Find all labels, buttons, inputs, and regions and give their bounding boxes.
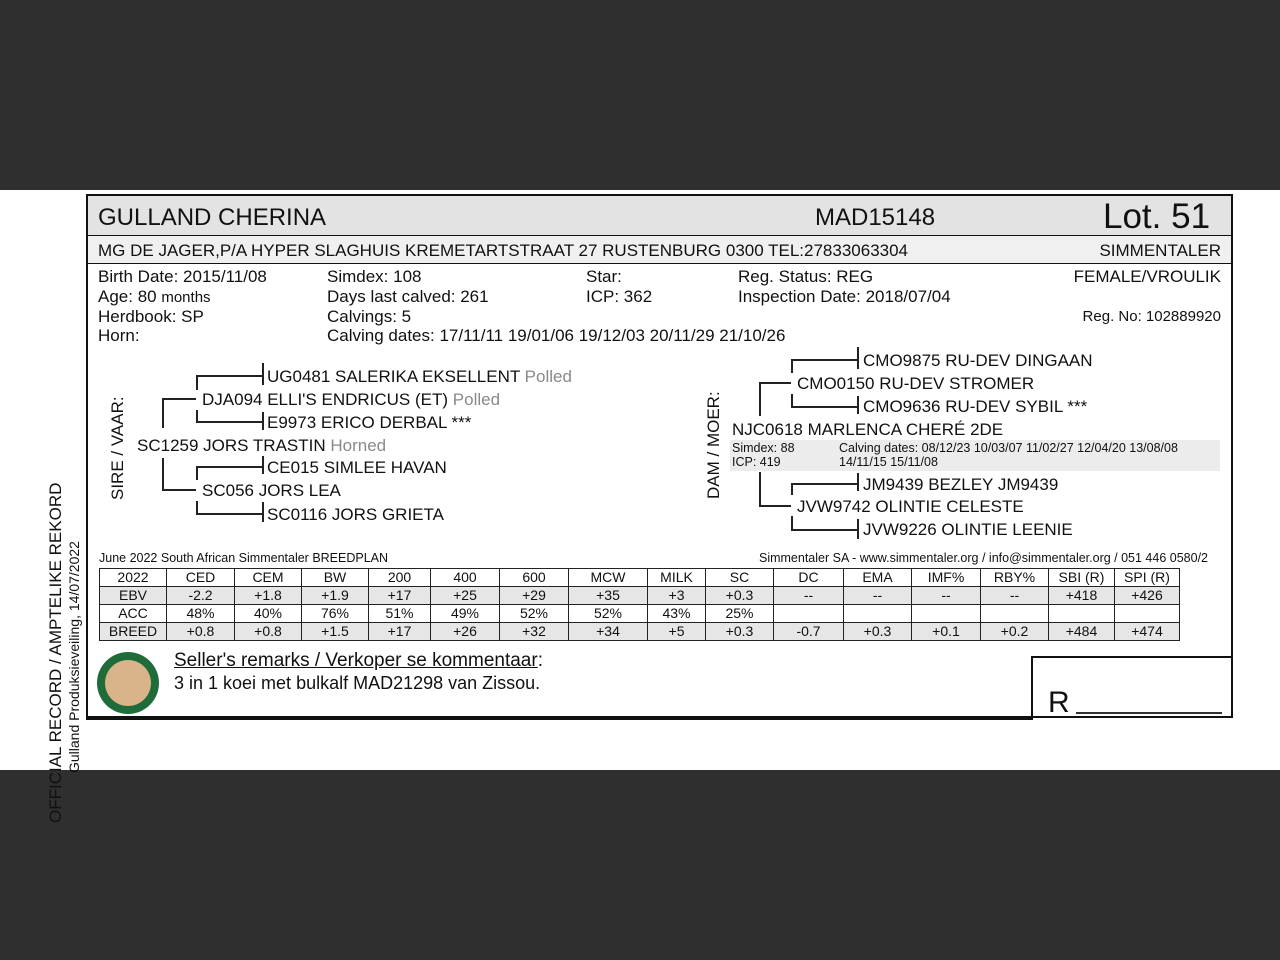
dam-tree-line bbox=[857, 473, 859, 491]
star: Star: bbox=[586, 267, 622, 286]
sire-tree-line bbox=[162, 398, 196, 400]
sss-name: UG0481 SALERIKA EKSELLENT bbox=[267, 367, 520, 386]
acc-cell: ACC bbox=[100, 605, 167, 623]
dam-dsd: CMO9636 RU-DEV SYBIL *** bbox=[863, 397, 1088, 416]
dam-tree-line bbox=[791, 483, 793, 495]
r-signature-line bbox=[1076, 712, 1222, 714]
ebv-header-cell: SC bbox=[706, 569, 774, 587]
dam-dds: JM9439 BEZLEY JM9439 bbox=[863, 475, 1059, 494]
sss-horn: Polled bbox=[524, 367, 572, 386]
ebv-header-cell: MCW bbox=[569, 569, 648, 587]
owner-text: MG DE JAGER,P/A HYPER SLAGHUIS KREMETARTSTRAAT 27 RUSTENBURG 0300 TEL:27833063304 bbox=[98, 241, 909, 260]
dam-tree-line bbox=[791, 359, 857, 361]
ebv-header-cell: SPI (R) bbox=[1115, 569, 1180, 587]
sire-tree-line bbox=[196, 466, 262, 468]
breed-cell: +34 bbox=[569, 623, 648, 641]
days-last-calved: Days last calved: 261 bbox=[327, 287, 489, 306]
inspection-date: Inspection Date: 2018/07/04 bbox=[738, 287, 951, 306]
ebv-cell: +1.9 bbox=[302, 587, 369, 605]
acc-cell: 48% bbox=[167, 605, 235, 623]
sire-tree-line bbox=[262, 502, 264, 522]
ebv-cell: +25 bbox=[431, 587, 500, 605]
acc-cell: 40% bbox=[235, 605, 302, 623]
animal-code: MAD15148 bbox=[815, 204, 936, 231]
ebv-cell: +0.3 bbox=[706, 587, 774, 605]
dam-ds: CMO0150 RU-DEV STROMER bbox=[797, 374, 1035, 393]
breed-cell: +32 bbox=[500, 623, 569, 641]
acc-cell: 25% bbox=[706, 605, 774, 623]
r-label: R bbox=[1048, 686, 1070, 719]
ebv-cell: +418 bbox=[1049, 587, 1115, 605]
breed-cell: +484 bbox=[1049, 623, 1115, 641]
dam-tree-line bbox=[791, 483, 857, 485]
catalogue-sheet bbox=[0, 190, 1280, 823]
age-value: Age: 80 bbox=[98, 287, 157, 306]
ebv-header-cell: DC bbox=[774, 569, 844, 587]
dam-tree-line bbox=[759, 505, 791, 507]
ebv-header-row bbox=[100, 569, 1180, 587]
simmentaler-logo-icon bbox=[97, 652, 159, 714]
breed-cell: +5 bbox=[648, 623, 706, 641]
remarks-box-top bbox=[1031, 656, 1233, 658]
ebv-cell: +29 bbox=[500, 587, 569, 605]
ebv-cell: +1.8 bbox=[235, 587, 302, 605]
ebv-cell: -- bbox=[774, 587, 844, 605]
sire-tree-line bbox=[196, 410, 198, 421]
sire-tree-line bbox=[196, 466, 198, 480]
acc-cell bbox=[1115, 605, 1180, 623]
ebv-header-cell: CED bbox=[167, 569, 235, 587]
sire-main bbox=[137, 436, 386, 456]
dam-simdex: Simdex: 88 bbox=[732, 441, 795, 455]
calvings: Calvings: 5 bbox=[327, 307, 412, 326]
dam-dd: JVW9742 OLINTIE CELESTE bbox=[797, 497, 1024, 516]
birth-date: Birth Date: 2015/11/08 bbox=[98, 267, 267, 286]
ebv-header-cell: 2022 bbox=[100, 569, 167, 587]
sire-tree-line bbox=[196, 375, 262, 377]
dam-ddd: JVW9226 OLINTIE LEENIE bbox=[863, 520, 1073, 539]
breed-cell: +0.1 bbox=[912, 623, 981, 641]
sire-ss bbox=[202, 390, 500, 410]
sire-sd: SC056 JORS LEA bbox=[202, 481, 341, 500]
acc-cell: 43% bbox=[648, 605, 706, 623]
dam-tree-line bbox=[857, 396, 859, 414]
acc-cell bbox=[1049, 605, 1115, 623]
breedplan-right: Simmentaler SA - www.simmentaler.org / info@simmentaler.org / 051 446 0580/2 bbox=[758, 551, 1208, 565]
remarks-title-colon: : bbox=[537, 650, 543, 671]
sire-tree-line bbox=[262, 456, 264, 474]
dam-tree-line bbox=[791, 394, 793, 406]
ss-name: DJA094 ELLI'S ENDRICUS (ET) bbox=[202, 390, 449, 409]
dam-tree-line bbox=[759, 472, 761, 506]
icp: ICP: 362 bbox=[586, 287, 653, 306]
simdex: Simdex: 108 bbox=[327, 267, 422, 286]
breed-cell: BREED bbox=[100, 623, 167, 641]
acc-cell: 51% bbox=[369, 605, 431, 623]
sire-ssd: E9973 ERICO DERBAL *** bbox=[267, 413, 472, 432]
age-unit: months bbox=[161, 289, 211, 306]
age bbox=[98, 287, 211, 307]
ebv-cell: -- bbox=[981, 587, 1049, 605]
ebv-cell: -- bbox=[844, 587, 912, 605]
breedplan-left: June 2022 South African Simmentaler BREEDPLAN bbox=[99, 551, 389, 565]
ebv-table bbox=[99, 568, 1180, 641]
breed-cell: +0.8 bbox=[167, 623, 235, 641]
lot-number: Lot. 51 bbox=[1103, 197, 1211, 236]
sire-tree-line bbox=[196, 421, 262, 423]
sire-tree-line bbox=[196, 501, 198, 513]
reg-status: Reg. Status: REG bbox=[738, 267, 874, 286]
horn: Horn: bbox=[98, 326, 140, 345]
ebv-cell: +35 bbox=[569, 587, 648, 605]
dam-tree-line bbox=[857, 347, 859, 369]
acc-cell: 52% bbox=[500, 605, 569, 623]
ss-horn: Polled bbox=[452, 390, 501, 409]
sire-tree-line bbox=[196, 375, 198, 390]
sire-tree-line bbox=[262, 363, 264, 385]
animal-name: GULLAND CHERINA bbox=[98, 204, 327, 231]
breed-row bbox=[100, 623, 1180, 641]
breed-cell: +26 bbox=[431, 623, 500, 641]
dam-tree-line bbox=[791, 516, 793, 529]
breed-cell: +17 bbox=[369, 623, 431, 641]
ebv-header-cell: BW bbox=[302, 569, 369, 587]
owner-bar bbox=[88, 236, 1231, 264]
dam-tree-line bbox=[857, 519, 859, 539]
ebv-header-cell: MILK bbox=[648, 569, 706, 587]
breed-cell: +474 bbox=[1115, 623, 1180, 641]
ebv-header-cell: EMA bbox=[844, 569, 912, 587]
remarks-box-divider bbox=[1031, 656, 1033, 720]
acc-cell bbox=[774, 605, 844, 623]
remarks-title-text: Seller's remarks / Verkoper se kommentaar bbox=[174, 650, 538, 671]
ebv-cell: +3 bbox=[648, 587, 706, 605]
sire-sss bbox=[267, 367, 572, 387]
calving-dates: Calving dates: 17/11/11 19/01/06 19/12/03 20/11/29 21/10/26 bbox=[327, 326, 786, 345]
dam-main: NJC0618 MARLENCA CHERÉ 2DE bbox=[732, 420, 1004, 439]
reg-no: Reg. No: 102889920 bbox=[1082, 308, 1221, 325]
dam-tree-line bbox=[759, 382, 761, 416]
dam-calving-dates-2: 14/11/15 15/11/08 bbox=[839, 455, 938, 469]
remarks-box-bottom bbox=[86, 718, 1031, 720]
logo-inner bbox=[105, 660, 151, 706]
acc-cell: 76% bbox=[302, 605, 369, 623]
dam-tree-line bbox=[791, 406, 857, 408]
sire-label: SIRE / VAAR: bbox=[108, 396, 127, 500]
ebv-header-cell: 200 bbox=[369, 569, 431, 587]
acc-row bbox=[100, 605, 1180, 623]
sale-label: Gulland Produksieveiling, 14/07/2022 bbox=[66, 541, 82, 773]
dam-tree-line bbox=[791, 529, 857, 531]
breed-cell: +0.3 bbox=[844, 623, 912, 641]
acc-cell: 49% bbox=[431, 605, 500, 623]
card-header bbox=[88, 196, 1231, 236]
sire-tree-line bbox=[162, 458, 164, 490]
sire-name: SC1259 JORS TRASTIN bbox=[137, 436, 326, 455]
ebv-cell: +426 bbox=[1115, 587, 1180, 605]
breed-cell: +0.3 bbox=[706, 623, 774, 641]
breed-cell: +1.5 bbox=[302, 623, 369, 641]
acc-cell bbox=[981, 605, 1049, 623]
ebv-header-cell: 400 bbox=[431, 569, 500, 587]
breed-text: SIMMENTALER bbox=[1099, 241, 1221, 260]
dam-label: DAM / MOER: bbox=[704, 391, 723, 499]
dam-icp: ICP: 419 bbox=[732, 455, 781, 469]
ebv-header-cell: SBI (R) bbox=[1049, 569, 1115, 587]
breed-cell: +0.8 bbox=[235, 623, 302, 641]
ebv-row bbox=[100, 587, 1180, 605]
acc-cell: 52% bbox=[569, 605, 648, 623]
official-record-label: OFFICIAL RECORD / AMPTELIKE REKORD bbox=[46, 482, 65, 823]
ebv-cell: +17 bbox=[369, 587, 431, 605]
sex: FEMALE/VROULIK bbox=[1073, 267, 1221, 286]
remarks-text: 3 in 1 koei met bulkalf MAD21298 van Zissou. bbox=[174, 673, 541, 693]
acc-cell bbox=[912, 605, 981, 623]
sire-tree-line bbox=[162, 489, 196, 491]
sire-tree-line bbox=[196, 513, 262, 515]
sire-horn: Horned bbox=[330, 436, 387, 455]
ebv-header-cell: CEM bbox=[235, 569, 302, 587]
ebv-cell: -2.2 bbox=[167, 587, 235, 605]
dam-tree-line bbox=[759, 382, 791, 384]
sire-tree-line bbox=[262, 412, 264, 430]
sire-tree-line bbox=[162, 398, 164, 428]
herdbook: Herdbook: SP bbox=[98, 307, 204, 326]
breed-cell: -0.7 bbox=[774, 623, 844, 641]
dam-tree-line bbox=[791, 359, 793, 373]
ebv-header-cell: RBY% bbox=[981, 569, 1049, 587]
sire-sds: CE015 SIMLEE HAVAN bbox=[267, 458, 447, 477]
remarks-title bbox=[174, 650, 543, 672]
ebv-header-cell: 600 bbox=[500, 569, 569, 587]
ebv-cell: -- bbox=[912, 587, 981, 605]
ebv-cell: EBV bbox=[100, 587, 167, 605]
dam-calving-dates-1: Calving dates: 08/12/23 10/03/07 11/02/27 12/04/20 13/08/08 bbox=[839, 441, 1178, 455]
sire-sdd: SC0116 JORS GRIETA bbox=[267, 505, 444, 524]
acc-cell bbox=[844, 605, 912, 623]
ebv-header-cell: IMF% bbox=[912, 569, 981, 587]
breed-cell: +0.2 bbox=[981, 623, 1049, 641]
dam-dss: CMO9875 RU-DEV DINGAAN bbox=[863, 351, 1093, 370]
